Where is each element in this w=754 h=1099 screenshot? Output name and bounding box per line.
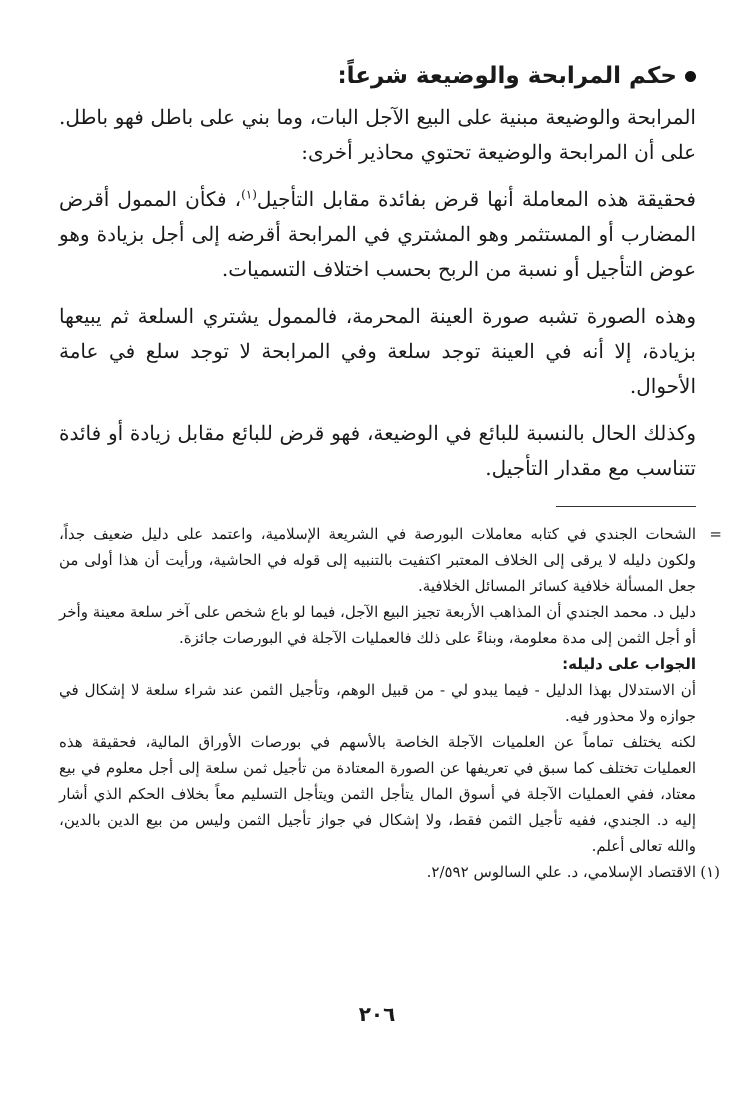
bullet-icon: [685, 71, 696, 82]
book-page: [59, 58, 722, 885]
footnote-1: [59, 859, 720, 885]
paragraph-2: [59, 182, 696, 287]
continuation-mark: =: [709, 525, 722, 543]
footnote-explanation: لكنه يختلف تماماً عن العلميات الآجلة الخاصة بالأسهم في بورصات الأوراق المالية، فحقيقة هذه العمليات تختلف كما سبق في تعريفها عن الصورة المعتادة من تأجيل ثمن سلعة إلى أجل معلوم في بيع معتاد، ففي العمليات الآجلة في أسوق المال يتأجل الثمن ويتأجل التسليم معاً بخلاف الحكم الذي أشار إليه د. الجندي، ففيه تأجيل الثمن فقط، ولا إشكال في جواز تأجيل الثمن وليس من بيع الدين بالدين، والله تعالى أعلم.: [59, 733, 696, 855]
footnote-answer-heading: الجواب على دليله:: [562, 655, 696, 673]
footnote-reference-1[interactable]: (١): [241, 187, 257, 202]
footnotes-section: [59, 521, 722, 885]
paragraph-2-text-b: ، فكأن الممول أقرض المضارب أو المستثمر وهو المشتري في المرابحة أقرضه إلى أجل بزيادة وهو عوض التأجيل أو نسبة من الربح بحسب اختلاف التسميات.: [59, 187, 697, 281]
section-heading: [59, 58, 696, 94]
footnote-continued-text: الشحات الجندي في كتابه معاملات البورصة في الشريعة الإسلامية، واعتمد على دليل ضعيف جداً، ولكون دليله لا يرقى إلى الخلاف المعتبر اكتفيت بالتنبيه إلى قوله في الحاشية، ورأيت أن هذا أولى من جعل المسألة خلافية كسائر المسائل الخلافية.: [59, 525, 696, 595]
page-number: ٢٠٦: [358, 1002, 396, 1026]
footnote-argument: دليل د. محمد الجندي أن المذاهب الأربعة تجيز البيع الآجل، فيما لو باع شخص على آخر سلعة معينة وأخر أو أجل الثمن إلى مدة معلومة، وبناءً على ذلك فالعمليات الآجلة في البورصات جائزة.: [59, 603, 696, 647]
footnote-1-number: (١): [700, 863, 720, 881]
paragraph-4: وكذلك الحال بالنسبة للبائع في الوضيعة، فهو قرض للبائع مقابل زيادة أو فائدة تتناسب مع مقدار التأجيل.: [59, 421, 696, 480]
section-title: حكم المرابحة والوضيعة شرعاً:: [337, 63, 677, 89]
paragraph-3: وهذه الصورة تشبه صورة العينة المحرمة، فالممول يشتري السلعة ثم يبيعها بزيادة، إلا أنه في العينة توجد سلعة وفي المرابحة لا توجد سلع في عامة الأحوال.: [59, 304, 696, 398]
paragraph-1: المرابحة والوضيعة مبنية على البيع الآجل البات، وما بني على باطل فهو باطل. على أن المرابحة والوضيعة تحتوي محاذير أخرى:: [59, 105, 696, 164]
paragraph-2-text-a: فحقيقة هذه المعاملة أنها قرض بفائدة مقابل التأجيل: [256, 187, 696, 211]
footnote-divider: [556, 506, 696, 507]
footnote-answer-text: أن الاستدلال بهذا الدليل - فيما يبدو لي - من قبيل الوهم، وتأجيل الثمن عند شراء سلعة لا إشكال في جوازه ولا محذور فيه.: [59, 681, 696, 725]
footnote-1-text: الاقتصاد الإسلامي، د. علي السالوس ٢/٥٩٢.: [426, 863, 696, 881]
